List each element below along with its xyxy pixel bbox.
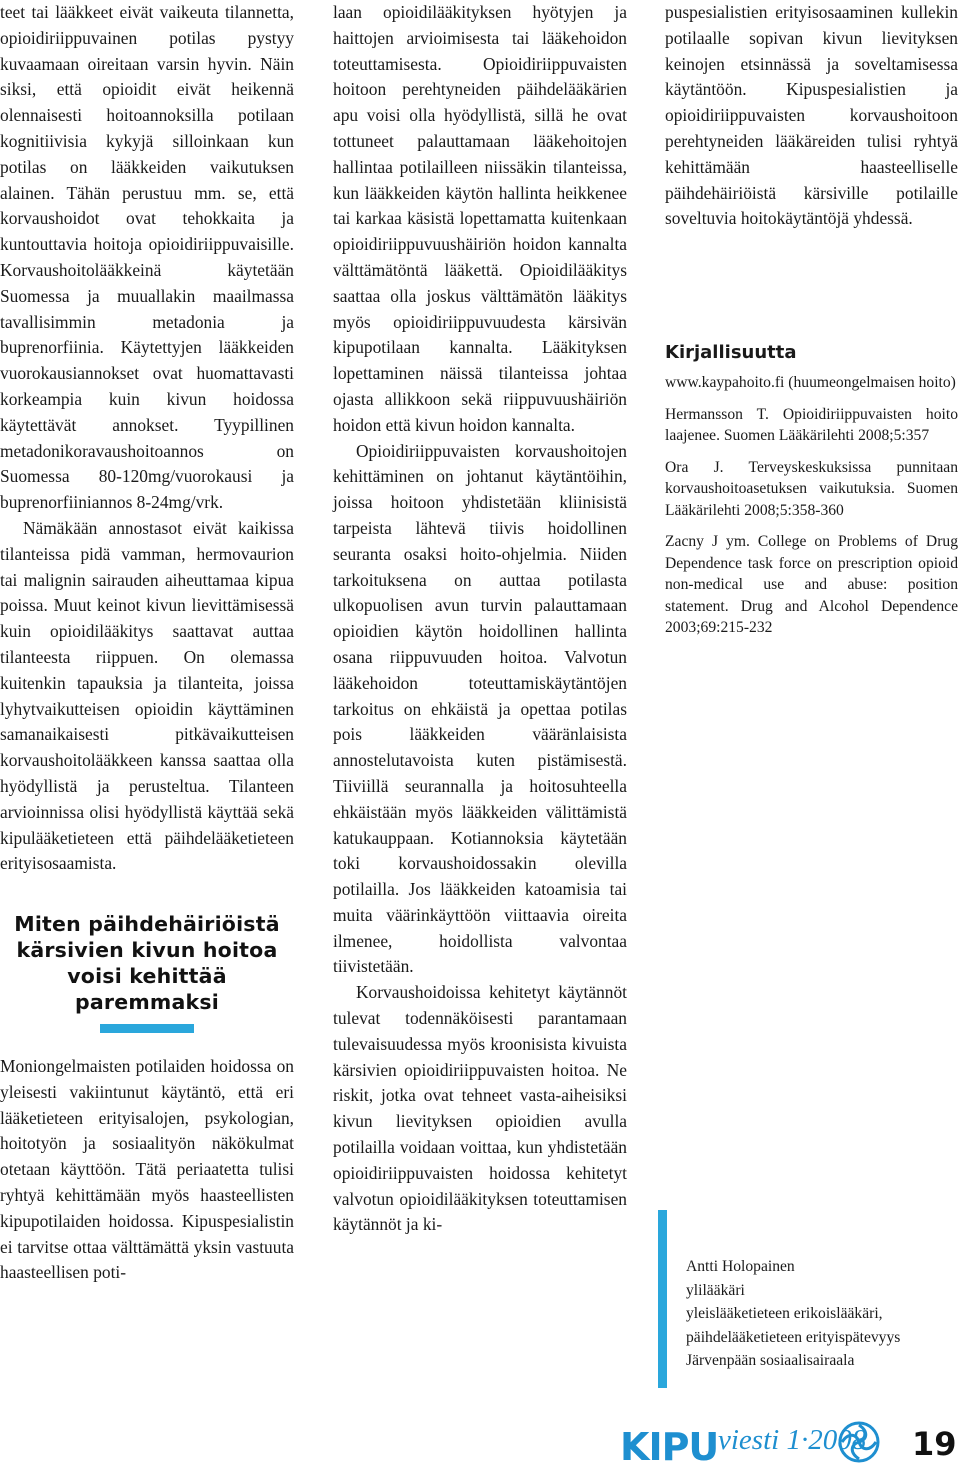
author-specialty: yleislääketieteen erikoislääkäri, (686, 1305, 883, 1322)
author-box (658, 1210, 960, 1388)
swirl-logo-icon (838, 1421, 880, 1463)
paragraph: Moniongelmaisten potilaiden hoidossa on yleisesti vakiintunut käytäntö, että eri lääketieteen erityisalojen, psykologian, hoitotyön ja sosiaalityön näkökulmat otetaan käyttöön. Tätä periaatetta tulisi ryhtyä kehittämään myös haasteellisten kipupotilaiden hoidossa. Kipuspesialistin ei tarvitse ottaa välttämättä yksin vastuuta haasteellisen poti- (0, 1056, 294, 1283)
paragraph: Opioidiriippuvaisten korvaushoitojen kehittäminen on johtanut käytäntöihin, joissa hoitoon yhdistetään kliinisistä tarpeista lähtevä tiivis hoidollinen seuranta osaksi hoito-ohjelmia. Niiden tarkoituksena on auttaa potilasta ulkopuolisen avun turvin palauttamaan opioidien käytön hoidollinen hallinta osana riippuvuuden hoitoa. Valvotun lääkehoidon toteuttamiskäytäntöjen tarkoitus on ehkäistä ja opettaa potilas pois lääkkeiden vääränlaisista annostelutavoista kuten pistämisestä. Tiiviillä seurannalla ja hoitosuhteella ehkäistään myös lääkkeiden välittämistä katukauppaan. Kotiannoksia käytetään toki korvaushoidossakin olevilla potilailla. Jos lääkkeiden katoamisia tai muita väärinkäyttöön viittaavia oireita ilmenee, hoidollista valvontaa tiivistetään. (333, 440, 627, 977)
reference-item: Hermansson T. Opioidiriippuvaisten hoito laajenee. Suomen Lääkärilehti 2008;5:357 (665, 405, 958, 444)
heading-rule (100, 1024, 194, 1033)
reference-item: Zacny J ym. College on Problems of Drug Dependence task force on prescription opioid non-medical use and abuse: position statement. Drug and Alcohol Dependence 2003;69:215-232 (665, 533, 958, 636)
logo-sub-text: viesti 1·2008 (718, 1424, 867, 1456)
logo-main-text: KIPU (620, 1425, 719, 1469)
paragraph: Korvaushoidoissa kehitetyt käytännöt tulevat todennäköisesti parantamaan tulevaisuudessa myös kroonisista kivuista kärsivien opioidiriippuvaisten hoitoa. Ne riskit, jotka ovat tehneet vasta-aiheisiksi kivun lievityksen opioidien avulla potilailla voidaan voittaa, kun yhdistetään opioidiriippuvaisten hoidossa kehitetyt valvotun opioidilääkityksen toteuttamisen käytännöt ja ki- (333, 982, 627, 1235)
column-3 (665, 0, 958, 636)
paragraph: teet tai lääkkeet eivät vaikeuta tilannetta, opioidiriippuvainen potilas pystyy kuvaamaan oireitaan varsin hyvin. Näin siksi, että opioidit eivät heikennä olennaisesti hoitoannoksilla potilaan kognitiivisia kykyjä silloinkaan kun potilas on lääkkeiden vaikutuksen alainen. Tähän perustuu mm. se, että korvaushoidot ovat tehokkaita ja kuntouttavia hoitoja opioidiriippuvaisille. Korvaushoitolääkkeinä käytetään Suomessa ja muuallakin maailmassa tavallisimmin metadonia ja buprenorfiinia. Käytettyjen lääkkeiden vuorokausiannokset ovat huomattavasti korkeampia kuin kivun hoidossa käytettävät annokset. Tyypillinen metadonikoravaushoitoannos on Suomessa 80-120mg/vuorokausi ja buprenorfiiniannos 8-24mg/vrk. (0, 2, 294, 513)
author-title: ylilääkäri (686, 1281, 745, 1299)
section-heading: Miten päihdehäiriöistä kärsivien kivun hoitoa voisi kehittää paremmaksi (14, 912, 280, 1015)
references-list (665, 372, 958, 649)
page-number: 19 (912, 1425, 957, 1463)
paragraph: Nämäkään annostasot eivät kaikissa tilanteissa pidä vamman, hermovaurion tai malignin sairauden aiheuttamaa kipua poissa. Muut keinot kivun lievittämisessä kuin opioidilääkitys saattavat auttaa tilanteesta riippuen. On olemassa kuitenkin tapauksia ja tilanteita, joissa lyhytvaikutteisen opioidin käyttäminen samanaikaisesti pitkävaikutteisen korvaushoitolääkkeen kanssa saattaa olla hyödyllistä ja perusteltua. Tilanteen arvioinnissa olisi hyödyllistä käyttää sekä kipulääketieteen että päihdelääketieteen erityisosaamista. (0, 517, 294, 874)
paragraph: laan opioidilääkityksen hyötyjen ja haittojen arvioimisesta tai lääkehoidon toteuttamisesta. Opioidiriippuvaisten hoitoon perehtyneiden päihdelääkärien apu voisi olla hyödyllistä, sillä he ovat tottuneet palauttamaan lääkehoitojen hallintaa potilailleen niissäkin tilanteissa, kun lääkkeiden käytön hallinta heikkenee tai karkaa käsistä lopettamatta kuitenkaan opioidiriippuvuushäiriön hoidon kannalta välttämätöntä lääkettä. Opioidilääkitys saattaa olla joskus välttämätön lääkitys myös opioidiriippuvuudesta kärsivän kipupotilaan kannalta. Lääkityksen lopettaminen näissä tilanteissa johtaa ojasta allikkoon sekä riippuvuushäiriön hoidon että kivun hoidon kannalta. (333, 2, 627, 435)
author-name: Antti Holopainen (686, 1258, 795, 1275)
author-accent-bar (658, 1210, 667, 1388)
reference-item: Ora J. Terveyskeskuksissa punnitaan korvaushoitoasetuksen vaikutuksia. Suomen Lääkärilehti 2008;5:358-360 (665, 458, 958, 519)
column-2 (333, 0, 627, 1238)
author-info (686, 1255, 900, 1373)
column-1 (0, 0, 294, 1286)
references-heading: Kirjallisuutta (665, 342, 797, 363)
author-qualification: päihdelääketieteen erityispätevyys (686, 1328, 901, 1346)
paragraph: puspesialistien erityisosaaminen kullekin potilaalle sopivan kivun lievityksen keinojen etsinnässä ja soveltamisessa käytäntöön. Kipuspesialistien ja opioidiriippuvaisten korvaushoitoon perehtyneiden lääkäreiden tulisi ryhtyä kehittämään haasteelliselle päihdehäiriöistä kärsiville potilaille soveltuvia hoitokäytäntöjä yhdessä. (665, 2, 958, 229)
author-affiliation: Järvenpään sosiaalisairaala (686, 1352, 855, 1369)
publication-logo (620, 1421, 880, 1467)
reference-item: www.kaypahoito.fi (huumeongelmaisen hoito) (665, 374, 956, 391)
